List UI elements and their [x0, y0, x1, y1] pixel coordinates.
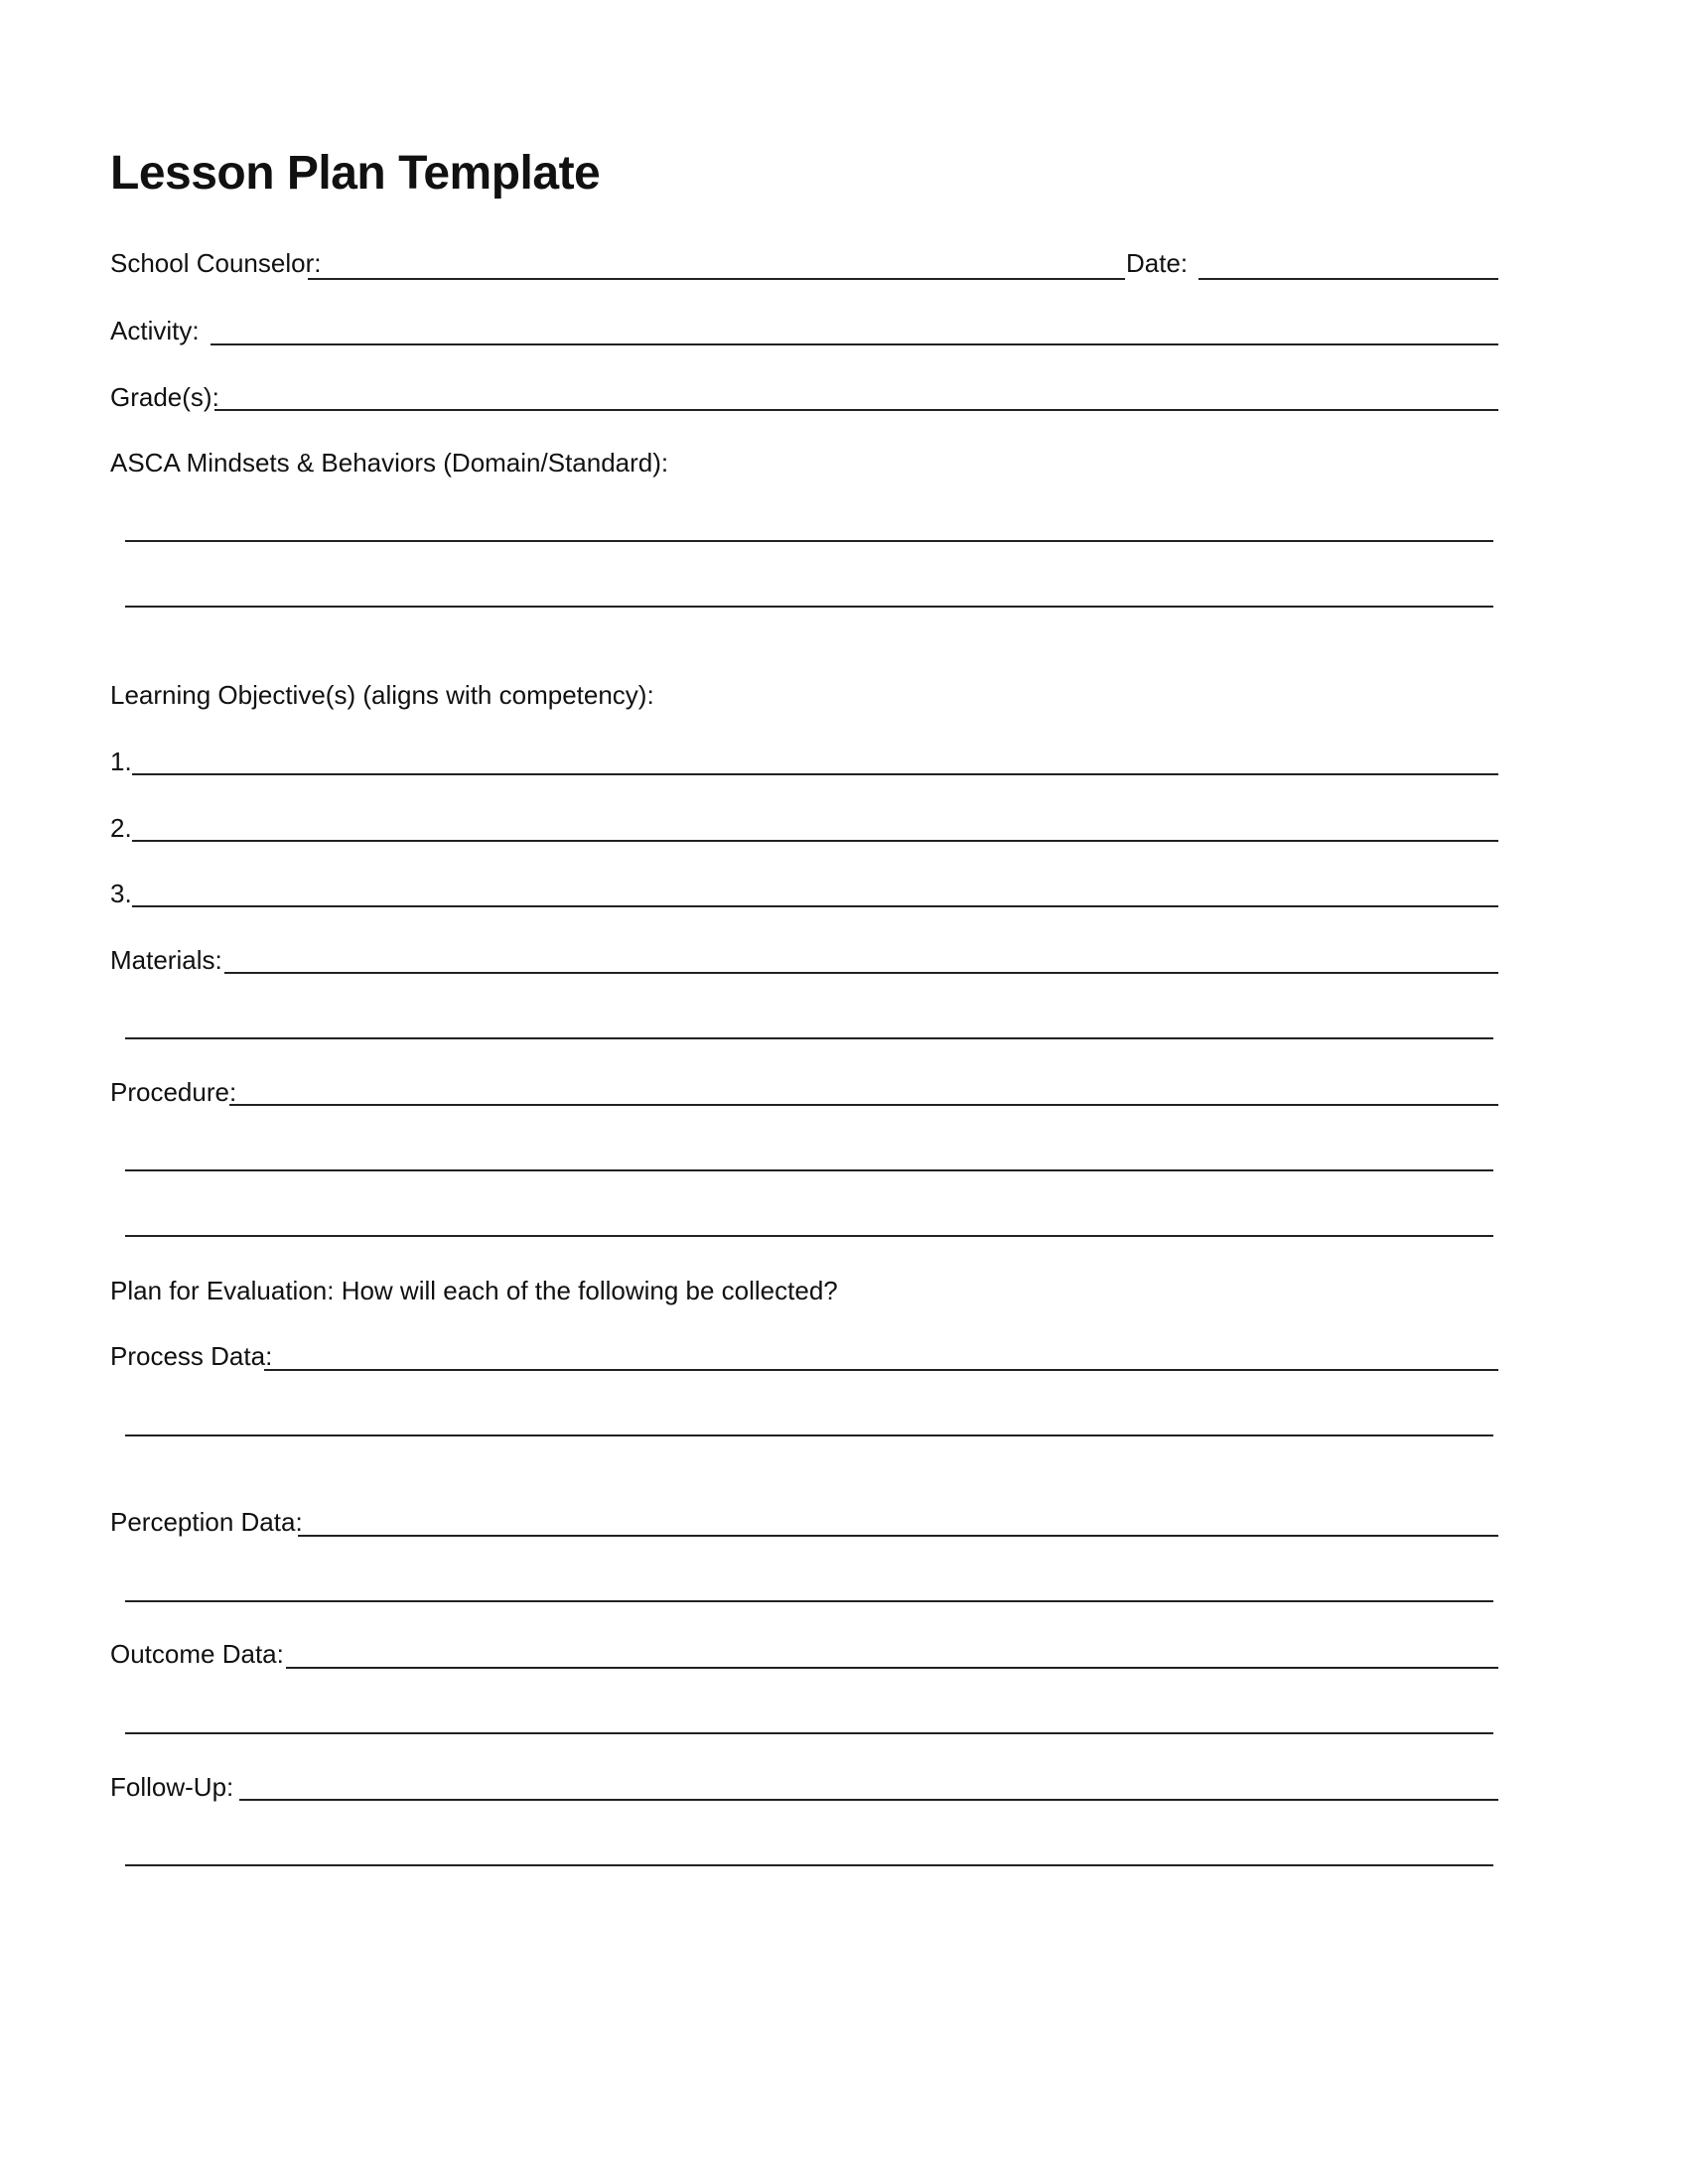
perception-data-field-2[interactable]	[125, 1567, 1493, 1602]
grades-label: Grade(s):	[110, 382, 219, 412]
objective-2-label: 2.	[110, 813, 132, 843]
outcome-data-line-1	[286, 1667, 1498, 1669]
process-data-line-1	[264, 1369, 1498, 1371]
objective-2-field[interactable]	[132, 806, 1498, 842]
activity-field[interactable]	[211, 310, 1498, 345]
outcome-data-field-1[interactable]	[286, 1633, 1498, 1669]
asca-field-2[interactable]	[125, 572, 1493, 608]
objective-1-label: 1.	[110, 747, 132, 776]
procedure-field-1[interactable]	[229, 1070, 1498, 1106]
perception-data-line-2	[125, 1600, 1493, 1602]
objective-1-field[interactable]	[132, 740, 1498, 775]
outcome-data-line-2	[125, 1732, 1493, 1734]
process-data-line-2	[125, 1434, 1493, 1436]
evaluation-heading: Plan for Evaluation: How will each of the following be collected?	[110, 1276, 838, 1305]
materials-line-2	[125, 1037, 1493, 1039]
objective-1-line	[132, 773, 1498, 775]
follow-up-field-2[interactable]	[125, 1831, 1493, 1866]
asca-label: ASCA Mindsets & Behaviors (Domain/Standard):	[110, 448, 669, 478]
perception-data-label: Perception Data:	[110, 1507, 303, 1537]
perception-data-field-1[interactable]	[298, 1501, 1498, 1537]
school-counselor-label: School Counselor:	[110, 248, 322, 278]
procedure-line-1	[229, 1104, 1498, 1106]
school-counselor-line	[308, 278, 1125, 280]
date-field[interactable]	[1198, 244, 1498, 280]
follow-up-line-2	[125, 1864, 1493, 1866]
outcome-data-label: Outcome Data:	[110, 1639, 284, 1669]
outcome-data-field-2[interactable]	[125, 1699, 1493, 1734]
procedure-field-2[interactable]	[125, 1136, 1493, 1171]
asca-line-1	[125, 540, 1493, 542]
asca-line-2	[125, 606, 1493, 608]
procedure-line-3	[125, 1235, 1493, 1237]
materials-line-1	[224, 972, 1498, 974]
date-label: Date:	[1126, 248, 1189, 278]
date-line	[1198, 278, 1498, 280]
objective-3-line	[132, 905, 1498, 907]
perception-data-line-1	[298, 1535, 1498, 1537]
procedure-field-3[interactable]	[125, 1201, 1493, 1237]
follow-up-line-1	[239, 1799, 1498, 1801]
procedure-line-2	[125, 1169, 1493, 1171]
grades-line	[214, 409, 1498, 411]
objective-2-line	[132, 840, 1498, 842]
materials-label: Materials:	[110, 945, 222, 975]
materials-field-1[interactable]	[224, 938, 1498, 974]
materials-field-2[interactable]	[125, 1004, 1493, 1039]
activity-line	[211, 343, 1498, 345]
asca-field-1[interactable]	[125, 506, 1493, 542]
activity-label: Activity:	[110, 316, 200, 345]
follow-up-field-1[interactable]	[239, 1765, 1498, 1801]
objective-3-label: 3.	[110, 879, 132, 908]
page-title: Lesson Plan Template	[110, 147, 601, 200]
objective-3-field[interactable]	[132, 872, 1498, 907]
grades-field[interactable]	[214, 375, 1498, 411]
process-data-field-1[interactable]	[264, 1335, 1498, 1371]
follow-up-label: Follow-Up:	[110, 1772, 234, 1802]
process-data-label: Process Data:	[110, 1341, 273, 1371]
learning-objectives-label: Learning Objective(s) (aligns with competency):	[110, 680, 654, 710]
school-counselor-field[interactable]	[308, 244, 1125, 280]
procedure-label: Procedure:	[110, 1077, 237, 1107]
process-data-field-2[interactable]	[125, 1401, 1493, 1436]
